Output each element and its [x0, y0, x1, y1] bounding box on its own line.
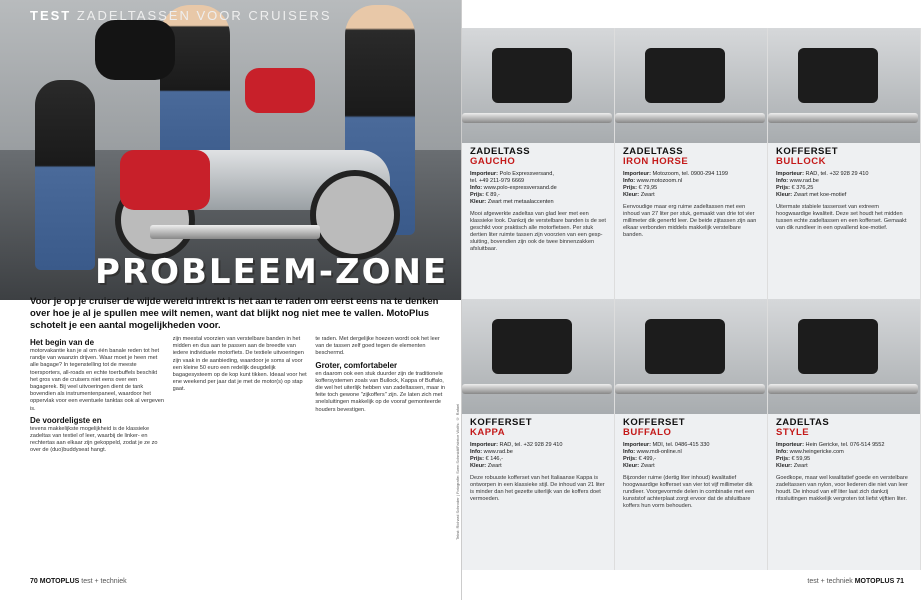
- photo-credit: Tekst: Richard Schroder | Fotografie: Sven Schmidt/Fabrice Wolfs: © Rafael: [455, 403, 460, 540]
- paragraph: en daarom ook een stuk duurder zijn de traditionele koffersystemen zoals van Bullock, Kappa of Buffalo, die wel het uiterlijk hebben van zadeltassen, maar in feite toch gewone "zijkoffers" zijn. Ze laten zich met snelsluitingen makkelijk op de vooraf gemonteerde houders bevestigen.: [315, 370, 446, 413]
- product-card-iron-horse: [615, 28, 768, 299]
- spec-row: Info: www.heingericke.com: [776, 449, 844, 455]
- product-description: Goedkope, maar wel kwalitatief goede en verstelbare zadeltassen van nylon, voor liederen die niet van leer houdt. De inhoud van elf liter laat zich dankzij ritssluitingen makkelijk vergroten tot liefst vijftien liter.: [776, 475, 908, 502]
- spec-row: Prijs: € 79,95: [623, 185, 658, 191]
- product-type: KOFFERSET: [776, 146, 839, 157]
- spec-row: Prijs: € 376,25: [776, 185, 814, 191]
- article-column-2: [173, 336, 308, 568]
- product-specs: [776, 171, 912, 199]
- bag-shape: [645, 319, 725, 374]
- product-type: KOFFERSET: [470, 417, 533, 428]
- product-name: KAPPA: [470, 427, 506, 438]
- product-type: ZADELTASS: [623, 146, 684, 157]
- footer-section: test + techniek: [807, 578, 853, 585]
- section-label: TEST ZADELTASSEN VOOR CRUISERS: [30, 8, 332, 23]
- spec-row: Info: www.rad.be: [470, 449, 513, 455]
- spec-row: Kleur: Zwart met metaalaccenten: [470, 199, 554, 205]
- spec-row: Info: www.polo-expressversand.de: [470, 185, 557, 191]
- product-photo: [462, 299, 614, 414]
- red-bag-top: [245, 68, 315, 113]
- product-description: Uitermate stabiele tassenset van extreem hoogwaardige kwaliteit. Deze set houdt het midden tussen echte zadeltassen en een kofferset. Gemaakt van dik rundleer in een opvallend koe-motief.: [776, 204, 907, 231]
- product-type: KOFFERSET: [623, 417, 686, 428]
- exhaust-pipe: [615, 384, 765, 394]
- spec-row: Importeur: Polo Expressversand,: [470, 171, 554, 177]
- bag-shape: [798, 319, 878, 374]
- paragraph: tevens makkelijkste mogelijkheid is de klassieke zadeltas van textiel of leer, waarbij de linker- en rechtertas aan elkaar zijn gekoppeld, zodat je ze zo over de (duo)buddyseat hangt.: [30, 425, 158, 454]
- front-wheel: [310, 170, 400, 260]
- spec-row: Info: www.mdi-online.nl: [623, 449, 682, 455]
- product-name: STYLE: [776, 427, 810, 438]
- footer-right: [807, 578, 904, 585]
- subhead: Groter, comfortabeler: [315, 360, 398, 370]
- bag-shape: [492, 319, 572, 374]
- product-description: Mooi afgewerkte zadeltas van glad leer met een klassieke look. Dankzij de verstelbare banden is de set geschikt voor praktisch alle motorfietsen. Per stuk dertien liter ruimte tassen zijn voorzien van een gesp-sluiting, bovendien zijn ook de twee binnenzakken afsluitbaar.: [470, 211, 606, 252]
- product-info: [768, 143, 920, 299]
- spec-row: Kleur: Zwart: [623, 463, 655, 469]
- product-title: [623, 418, 759, 438]
- product-name: BUFFALO: [623, 427, 672, 438]
- product-specs: [776, 442, 912, 470]
- article-columns: [30, 336, 450, 568]
- product-photo: [462, 28, 614, 143]
- red-bag-rear: [120, 150, 210, 210]
- product-title: [623, 147, 759, 167]
- spec-row: Info: www.motozoom.nl: [623, 178, 683, 184]
- right-page: [461, 0, 922, 600]
- spec-row: Prijs: € 59,95: [776, 456, 811, 462]
- spec-row: Importeur: RAD, tel. +32 928 29 410: [776, 171, 869, 177]
- brand: MOTOPLUS: [854, 578, 895, 585]
- product-grid: [462, 28, 922, 570]
- product-specs: [623, 442, 759, 470]
- spec-row: Info: www.rad.be: [776, 178, 819, 184]
- product-info: [462, 143, 614, 299]
- product-specs: [470, 442, 606, 470]
- product-title: [776, 147, 912, 167]
- exhaust-pipe: [615, 113, 765, 123]
- product-type: ZADELTAS: [776, 417, 830, 428]
- intro-text: Voor je op je cruiser de wijde wereld intrekt is het aan te raden om eerst eens na te denken over hoe je al je spullen mee wilt nemen, want dat blijkt nog niet mee te vallen. MotoPlus schotelt je een aantal mogelijkheden voor.: [30, 296, 439, 331]
- bag-shape: [798, 48, 878, 103]
- product-type: ZADELTASS: [470, 146, 531, 157]
- bag-shape: [645, 48, 725, 103]
- spec-row: Kleur: Zwart: [776, 463, 808, 469]
- footer-left: [30, 578, 127, 585]
- spec-row: Kleur: Zwart: [623, 192, 655, 198]
- product-specs: [470, 171, 606, 206]
- article-column-3: [315, 336, 450, 568]
- spec-row: tel. +49 211-979 6669: [470, 178, 525, 184]
- spec-row: Importeur: MDI, tel. 0486-415 330: [623, 442, 710, 448]
- product-title: [776, 418, 912, 438]
- page-title: PROBLEEM-ZONE: [95, 252, 449, 292]
- spec-row: Importeur: RAD, tel. +32 928 29 410: [470, 442, 563, 448]
- product-photo: [768, 299, 920, 414]
- brand: MOTOPLUS: [39, 578, 80, 585]
- hero-photo: [0, 0, 461, 300]
- spec-row: Kleur: Zwart: [470, 463, 502, 469]
- person-left: [35, 80, 95, 270]
- product-info: [768, 414, 920, 570]
- product-specs: [623, 171, 759, 199]
- product-card-gaucho: [462, 28, 615, 299]
- paragraph: motorvakantie kan je al om één banale reden tot het randje van waanzin drijven. Waar moet je heen met alle bagage? In tegenstelling tot de meeste toersporters, all-roads en echte toerbuffels beschikt het gros van de cruisers niet eens over een bagagerek. Bij veel uitvoeringen dient de tank bovendien als instrumentenpaneel, waardoor het oppervlak voor een eventuele tanktas ook al vergeven is.: [30, 348, 165, 412]
- product-title: [470, 418, 606, 438]
- product-description: Bijzonder ruime (dertig liter inhoud) kwalitatief hoogwaardige kofferset van vier tot vijf millimeter dik rundleer. Voorgevormde delen in combinatie met een kunststof achterplaat zorgt ervoor dat de afsluitbare koffers hun vorm behouden.: [623, 475, 755, 509]
- product-name: GAUCHO: [470, 156, 516, 167]
- spec-row: Kleur: Zwart met koe-motief: [776, 192, 847, 198]
- spec-row: Importeur: Motozoom, tel. 0900-294 1199: [623, 171, 728, 177]
- exhaust-pipe: [768, 113, 918, 123]
- product-photo: [615, 299, 767, 414]
- exhaust-pipe: [462, 384, 612, 394]
- page-number: 70: [30, 578, 38, 585]
- spec-row: Prijs: € 146,-: [470, 456, 503, 462]
- product-photo: [615, 28, 767, 143]
- paragraph: te raden. Met dergelijke hoezen wordt ook het leer van de tassen zelf goed tegen de elementen beschermd.: [315, 336, 440, 357]
- product-info: [615, 414, 767, 570]
- exhaust-pipe: [462, 113, 612, 123]
- subhead: De voordeligste en: [30, 415, 102, 425]
- product-card-bullock: [768, 28, 921, 299]
- product-card-kappa: [462, 299, 615, 570]
- product-card-buffalo: [615, 299, 768, 570]
- exhaust-pipe: [768, 384, 918, 394]
- paragraph: zijn meestal voorzien van verstelbare banden in het midden en dus aan te passen aan de breedte van iedere individuele motorfiets. De textiele uitvoeringen zijn vaak in de aanbieding, waardoor je soms al voor een kleine 50 euro een redelijk deugdelijk bagagesysteem op de kop kunt tikken. Ideaal voor het ene weekend per jaar dat je met de motor(s) op stap gaat.: [172, 336, 307, 393]
- spec-row: Prijs: € 89,-: [470, 192, 500, 198]
- spec-row: Importeur: Hein Gericke, tel. 076-514 9552: [776, 442, 885, 448]
- product-info: [615, 143, 767, 299]
- product-description: Deze robuuste kofferset van het Italiaanse Kappa is ontworpen in een klassieke stijl. De inhoud van 21 liter is minder dan het gezette uiterlijk van de koffers doet vermoeden.: [470, 475, 605, 502]
- product-photo: [768, 28, 920, 143]
- product-name: BULLOCK: [776, 156, 826, 167]
- product-name: IRON HORSE: [623, 156, 689, 167]
- bag-shape: [492, 48, 572, 103]
- product-title: [470, 147, 606, 167]
- product-description: Eenvoudige maar erg ruime zadeltassen met een inhoud van 27 liter per stuk, gemaakt van drie tot vier millimeter dik generfd leer. De beide zijtassen zijn aan elkaar verbonden middels makkelijk verstelbare banden.: [623, 204, 757, 238]
- page-number: 71: [896, 578, 904, 585]
- footer-section: test + techniek: [81, 578, 127, 585]
- product-info: [462, 414, 614, 570]
- spec-row: Prijs: € 499,-: [623, 456, 656, 462]
- black-bag: [95, 20, 175, 80]
- article-column-1: [30, 336, 165, 568]
- subhead: Het begin van de: [30, 338, 95, 347]
- exhaust: [150, 225, 320, 239]
- product-card-style: [768, 299, 921, 570]
